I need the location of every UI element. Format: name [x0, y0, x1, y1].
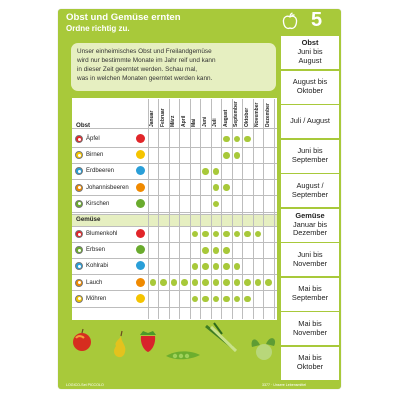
- month-label: August: [222, 109, 229, 127]
- answer-tile[interactable]: [281, 140, 339, 173]
- answer-tile[interactable]: [281, 278, 339, 311]
- answer-text: Mai bis: [298, 353, 322, 363]
- food-name: Möhren: [86, 295, 107, 302]
- answer-text: Dezember: [292, 228, 328, 238]
- answer-text: Juni bis: [297, 249, 323, 259]
- month-label: März: [170, 115, 176, 127]
- food-name: Kirschen: [86, 200, 110, 207]
- answer-tile[interactable]: [281, 105, 339, 138]
- food-name: Lauch: [86, 279, 103, 286]
- month-label: Juli: [212, 118, 218, 127]
- month-label: Juni: [201, 116, 208, 127]
- month-label: September: [233, 101, 239, 127]
- answer-heading: Gemüse: [295, 210, 325, 220]
- answer-text: Juni bis: [297, 47, 323, 57]
- intro-line: in dieser Zeit geerntet werden. Schau mal,: [77, 66, 198, 74]
- month-label: Februar: [159, 108, 166, 127]
- food-name: Blumenkohl: [86, 231, 118, 237]
- food-name: Erbsen: [86, 247, 106, 254]
- answer-text: Juli / August: [290, 116, 330, 126]
- answer-text: August: [298, 55, 322, 65]
- intro-line: was in welchen Monaten geerntet werden kann.: [77, 75, 213, 83]
- answer-text: Oktober: [296, 86, 324, 95]
- peas-photo: [166, 351, 200, 359]
- leek-photo: [206, 323, 236, 351]
- month-label: April: [180, 115, 187, 127]
- answer-tile[interactable]: [281, 243, 339, 276]
- answer-column: [281, 36, 339, 381]
- answer-text: September: [291, 189, 329, 199]
- food-name: Birnen: [86, 152, 104, 159]
- card-subtitle: Ordne richtig zu.: [66, 24, 130, 33]
- footer-right: 3377 · Unsere Lebensmittel: [262, 383, 307, 387]
- intro-line: wird nur bestimmte Monate im Jahr reif und kann: [77, 57, 216, 65]
- apple-photo: [73, 329, 91, 351]
- answer-tile[interactable]: [281, 36, 339, 69]
- answer-text: November: [292, 258, 328, 268]
- food-name: Johannisbeeren: [86, 184, 129, 191]
- answer-text: Mai bis: [298, 318, 322, 328]
- answer-text: November: [292, 327, 328, 337]
- answer-text: September: [291, 293, 329, 302]
- intro-line: Unser einheimisches Obst und Freilandgemüse: [77, 48, 212, 55]
- food-name: Kohlrabi: [86, 263, 109, 270]
- section-head-gemuese: Gemüse: [76, 216, 101, 223]
- strawberry-photo: [140, 331, 156, 352]
- month-label: Dezember: [264, 103, 271, 127]
- answer-text: Mai bis: [298, 284, 322, 294]
- answer-text: Juni bis: [297, 146, 323, 156]
- answer-tile[interactable]: [281, 209, 339, 242]
- answer-tile[interactable]: [281, 347, 339, 380]
- month-label: Oktober: [243, 107, 250, 127]
- pear-photo: [114, 331, 125, 357]
- food-name: Äpfel: [86, 136, 100, 142]
- answer-tile[interactable]: [281, 312, 339, 345]
- month-label: Mai: [191, 118, 197, 127]
- answer-heading: Obst: [301, 38, 319, 48]
- answer-text: August bis: [292, 77, 328, 87]
- footer-left: LOGICO-Set PICCOLO: [66, 383, 104, 387]
- month-label: Januar: [149, 110, 155, 127]
- answer-tile[interactable]: [281, 174, 339, 207]
- month-label: November: [254, 102, 260, 127]
- answer-text: September: [291, 155, 329, 164]
- kohlrabi-photo: [252, 338, 276, 360]
- section-head-obst: Obst: [76, 122, 91, 129]
- card-title: Obst und Gemüse ernten: [66, 12, 181, 23]
- answer-tile[interactable]: [281, 71, 339, 104]
- page-number: 5: [311, 9, 323, 31]
- answer-text: Januar bis: [292, 219, 328, 229]
- food-name: Erdbeeren: [86, 168, 115, 175]
- answer-text: Oktober: [296, 362, 324, 371]
- answer-text: August /: [296, 180, 324, 190]
